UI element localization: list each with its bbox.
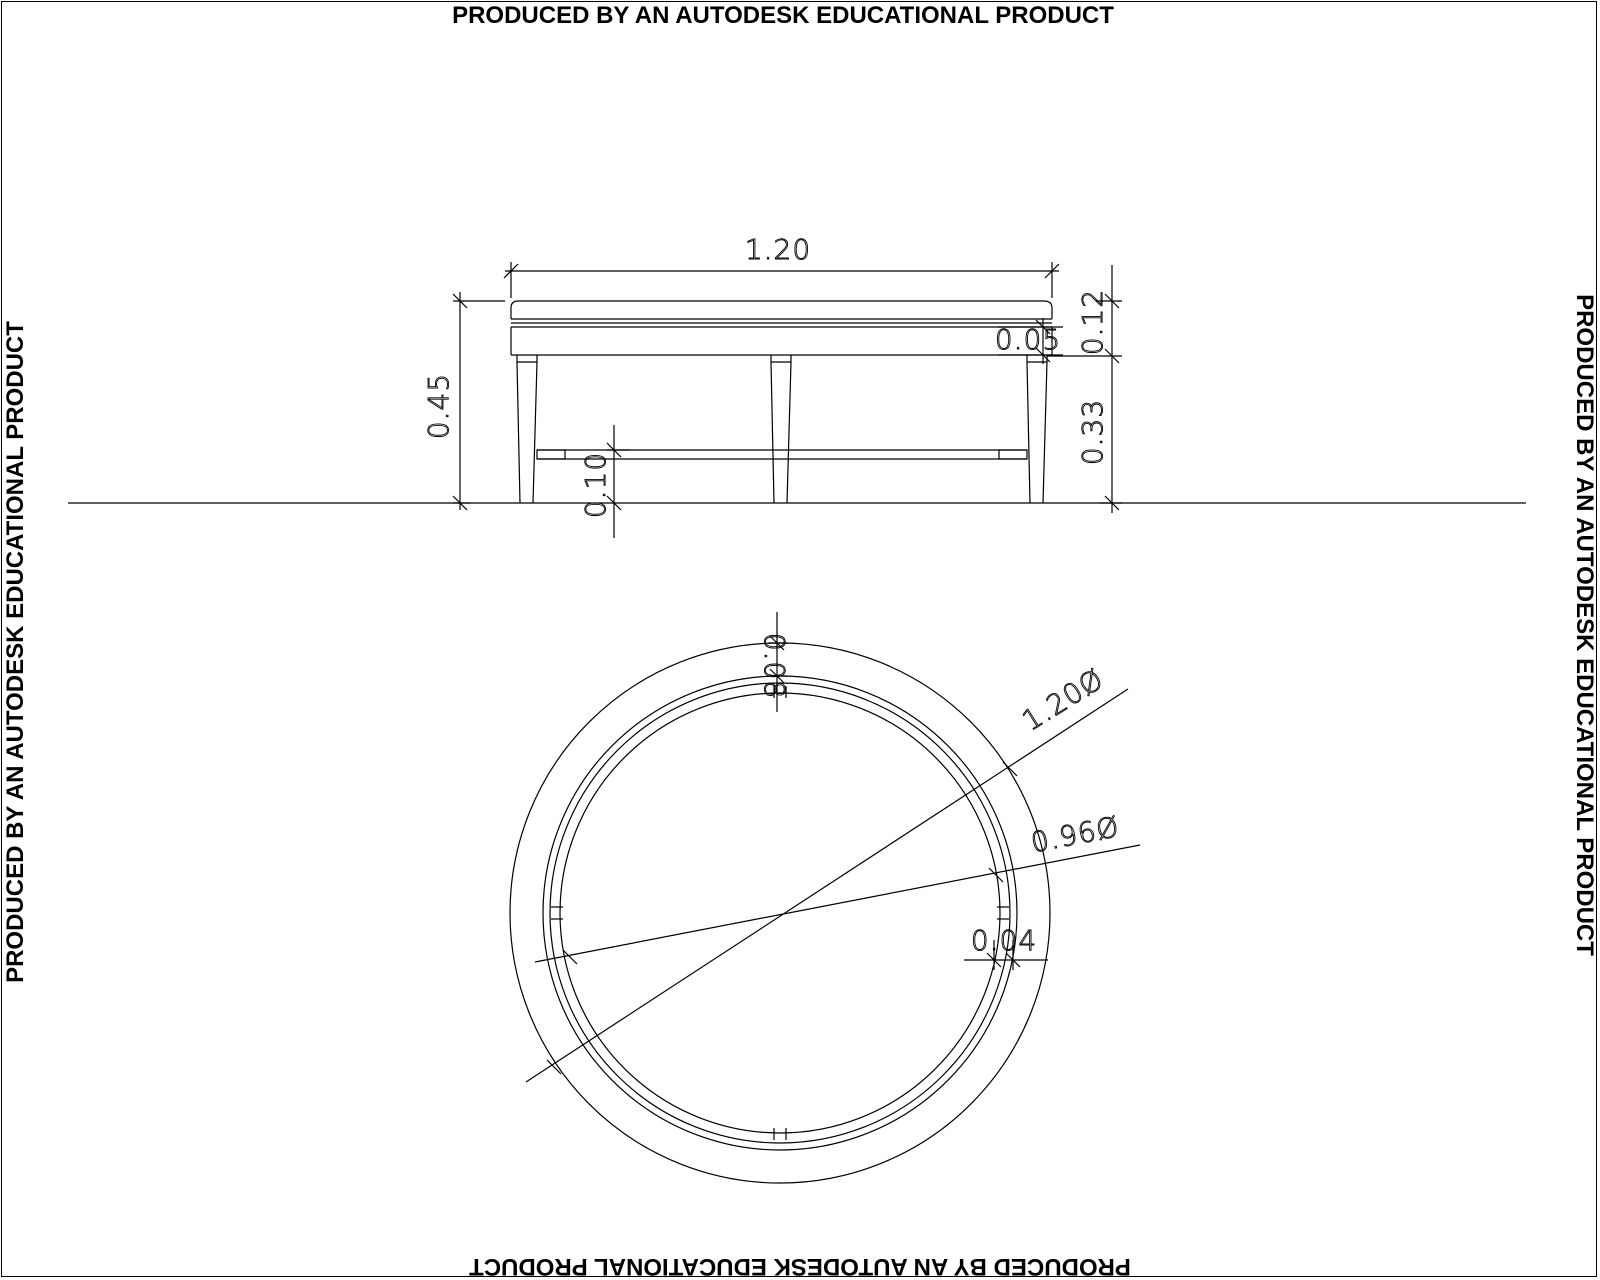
dim-width [504,262,1059,298]
label-inner-diameter: 0.96Ø [1028,809,1123,860]
watermark-right: PRODUCED BY AN AUTODESK EDUCATIONAL PRODUCT [1571,294,1598,956]
dim-outer-diameter [526,689,1128,1082]
watermark-left: PRODUCED BY AN AUTODESK EDUCATIONAL PRODUCT [2,321,29,983]
label-outer-diameter: 1.20Ø [1016,662,1110,738]
dim-total-height [453,292,505,510]
watermark-bottom: PRODUCED BY AN AUTODESK EDUCATIONAL PRODUCT [469,1253,1131,1280]
label-width: 1.20 [744,233,812,266]
table-top [511,301,1052,355]
apron-inner-circle [550,683,1010,1143]
dim-inner-diameter [535,845,1140,964]
watermark-top: PRODUCED BY AN AUTODESK EDUCATIONAL PRODUCT [452,2,1114,29]
outer-circle [510,643,1050,1183]
label-ring: 0.04 [970,924,1038,957]
label-top-thickness: 0.12 [1076,288,1109,356]
label-band: 0.05 [994,323,1062,356]
inner-circle [560,693,1000,1133]
elevation-view [68,262,1526,538]
leg-markers [551,686,1009,1140]
label-stretcher: 0.10 [579,451,612,519]
label-rim: 0.08 [758,632,791,700]
label-leg-height: 0.33 [1076,398,1109,466]
apron-outer-circle [543,676,1017,1150]
label-total-height: 0.45 [422,372,455,440]
